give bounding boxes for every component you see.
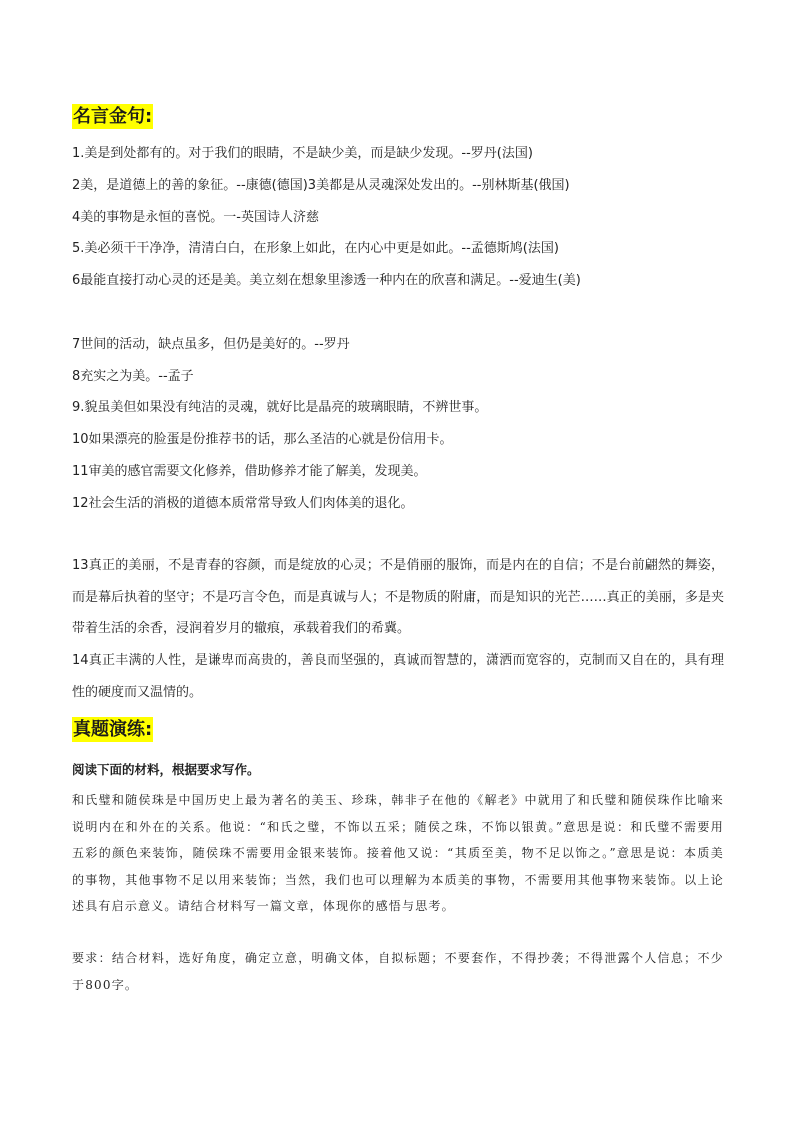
quotes-heading: 名言金句:: [73, 106, 153, 127]
quote-item: 4美的事物是永恒的喜悦。一-英国诗人济慈: [72, 210, 319, 225]
practice-instruction: 阅读下面的材料，根据要求写作。: [72, 762, 260, 777]
quote-item: 11审美的感官需要文化修养，借助修养才能了解美，发现美。: [72, 464, 427, 479]
quote-item: 2美，是道德上的善的象征。--康德(德国)3美都是从灵魂深处发出的。--别林斯基(俄国): [72, 178, 570, 193]
quote-item: 12社会生活的消极的道德本质常常导致人们肉体美的退化。: [72, 496, 414, 511]
practice-requirements: 要求：结合材料，选好角度，确定立意，明确文体，自拟标题；不要套作，不得抄袭；不得泄露个人信息；不少于800字。: [72, 951, 724, 992]
quote-paragraph-13: 13真正的美丽，不是青春的容颜，而是绽放的心灵；不是俏丽的服饰，而是内在的自信；不是台前翩然的舞姿，而是幕后执着的坚守；不是巧言令色，而是真诚与人；不是物质的附庸，而是知识的光芒……真正的美丽，多是夹带着生活的余香，浸润着岁月的辙痕，承载着我们的希冀。: [72, 558, 724, 636]
quote-paragraph-14: 14真正丰满的人性，是谦卑而高贵的，善良而坚强的，真诚而智慧的，潇洒而宽容的，克制而又自在的，具有理性的硬度而又温情的。: [72, 653, 724, 700]
quote-item: 6最能直接打动心灵的还是美。美立刻在想象里渗透一种内在的欣喜和满足。--爱迪生(美): [72, 273, 581, 288]
quote-item: 7世间的活动，缺点虽多，但仍是美好的。--罗丹: [72, 337, 350, 352]
quote-item: 10如果漂亮的脸蛋是份推荐书的话，那么圣洁的心就是份信用卡。: [72, 432, 453, 447]
quote-item: 9.貌虽美但如果没有纯洁的灵魂，就好比是晶亮的玻璃眼睛，不辨世事。: [72, 400, 488, 415]
quote-item: 5.美必须干干净净，清清白白，在形象上如此，在内心中更是如此。--孟德斯鸠(法国): [72, 241, 559, 256]
quote-item: 8充实之为美。--孟子: [72, 369, 194, 384]
practice-heading: 真题演练:: [73, 719, 153, 740]
practice-material: 和氏璧和随侯珠是中国历史上最为著名的美玉、珍珠，韩非子在他的《解老》中就用了和氏璧和随侯珠作比喻来说明内在和外在的关系。他说：“和氏之璧，不饰以五采；随侯之珠，不饰以银黄。”意思是说：和氏璧不需要用五彩的颜色来装饰，随侯珠不需要用金银来装饰。接着他又说：“其质至美，物不足以饰之。”意思是说：本质美的事物，其他事物不足以用来装饰；当然，我们也可以理解为本质美的事物，不需要用其他事物来装饰。以上论述具有启示意义。请结合材料写一篇文章，体现你的感悟与思考。: [72, 793, 724, 913]
quote-item: 1.美是到处都有的。对于我们的眼睛，不是缺少美，而是缺少发现。--罗丹(法国): [72, 146, 533, 161]
